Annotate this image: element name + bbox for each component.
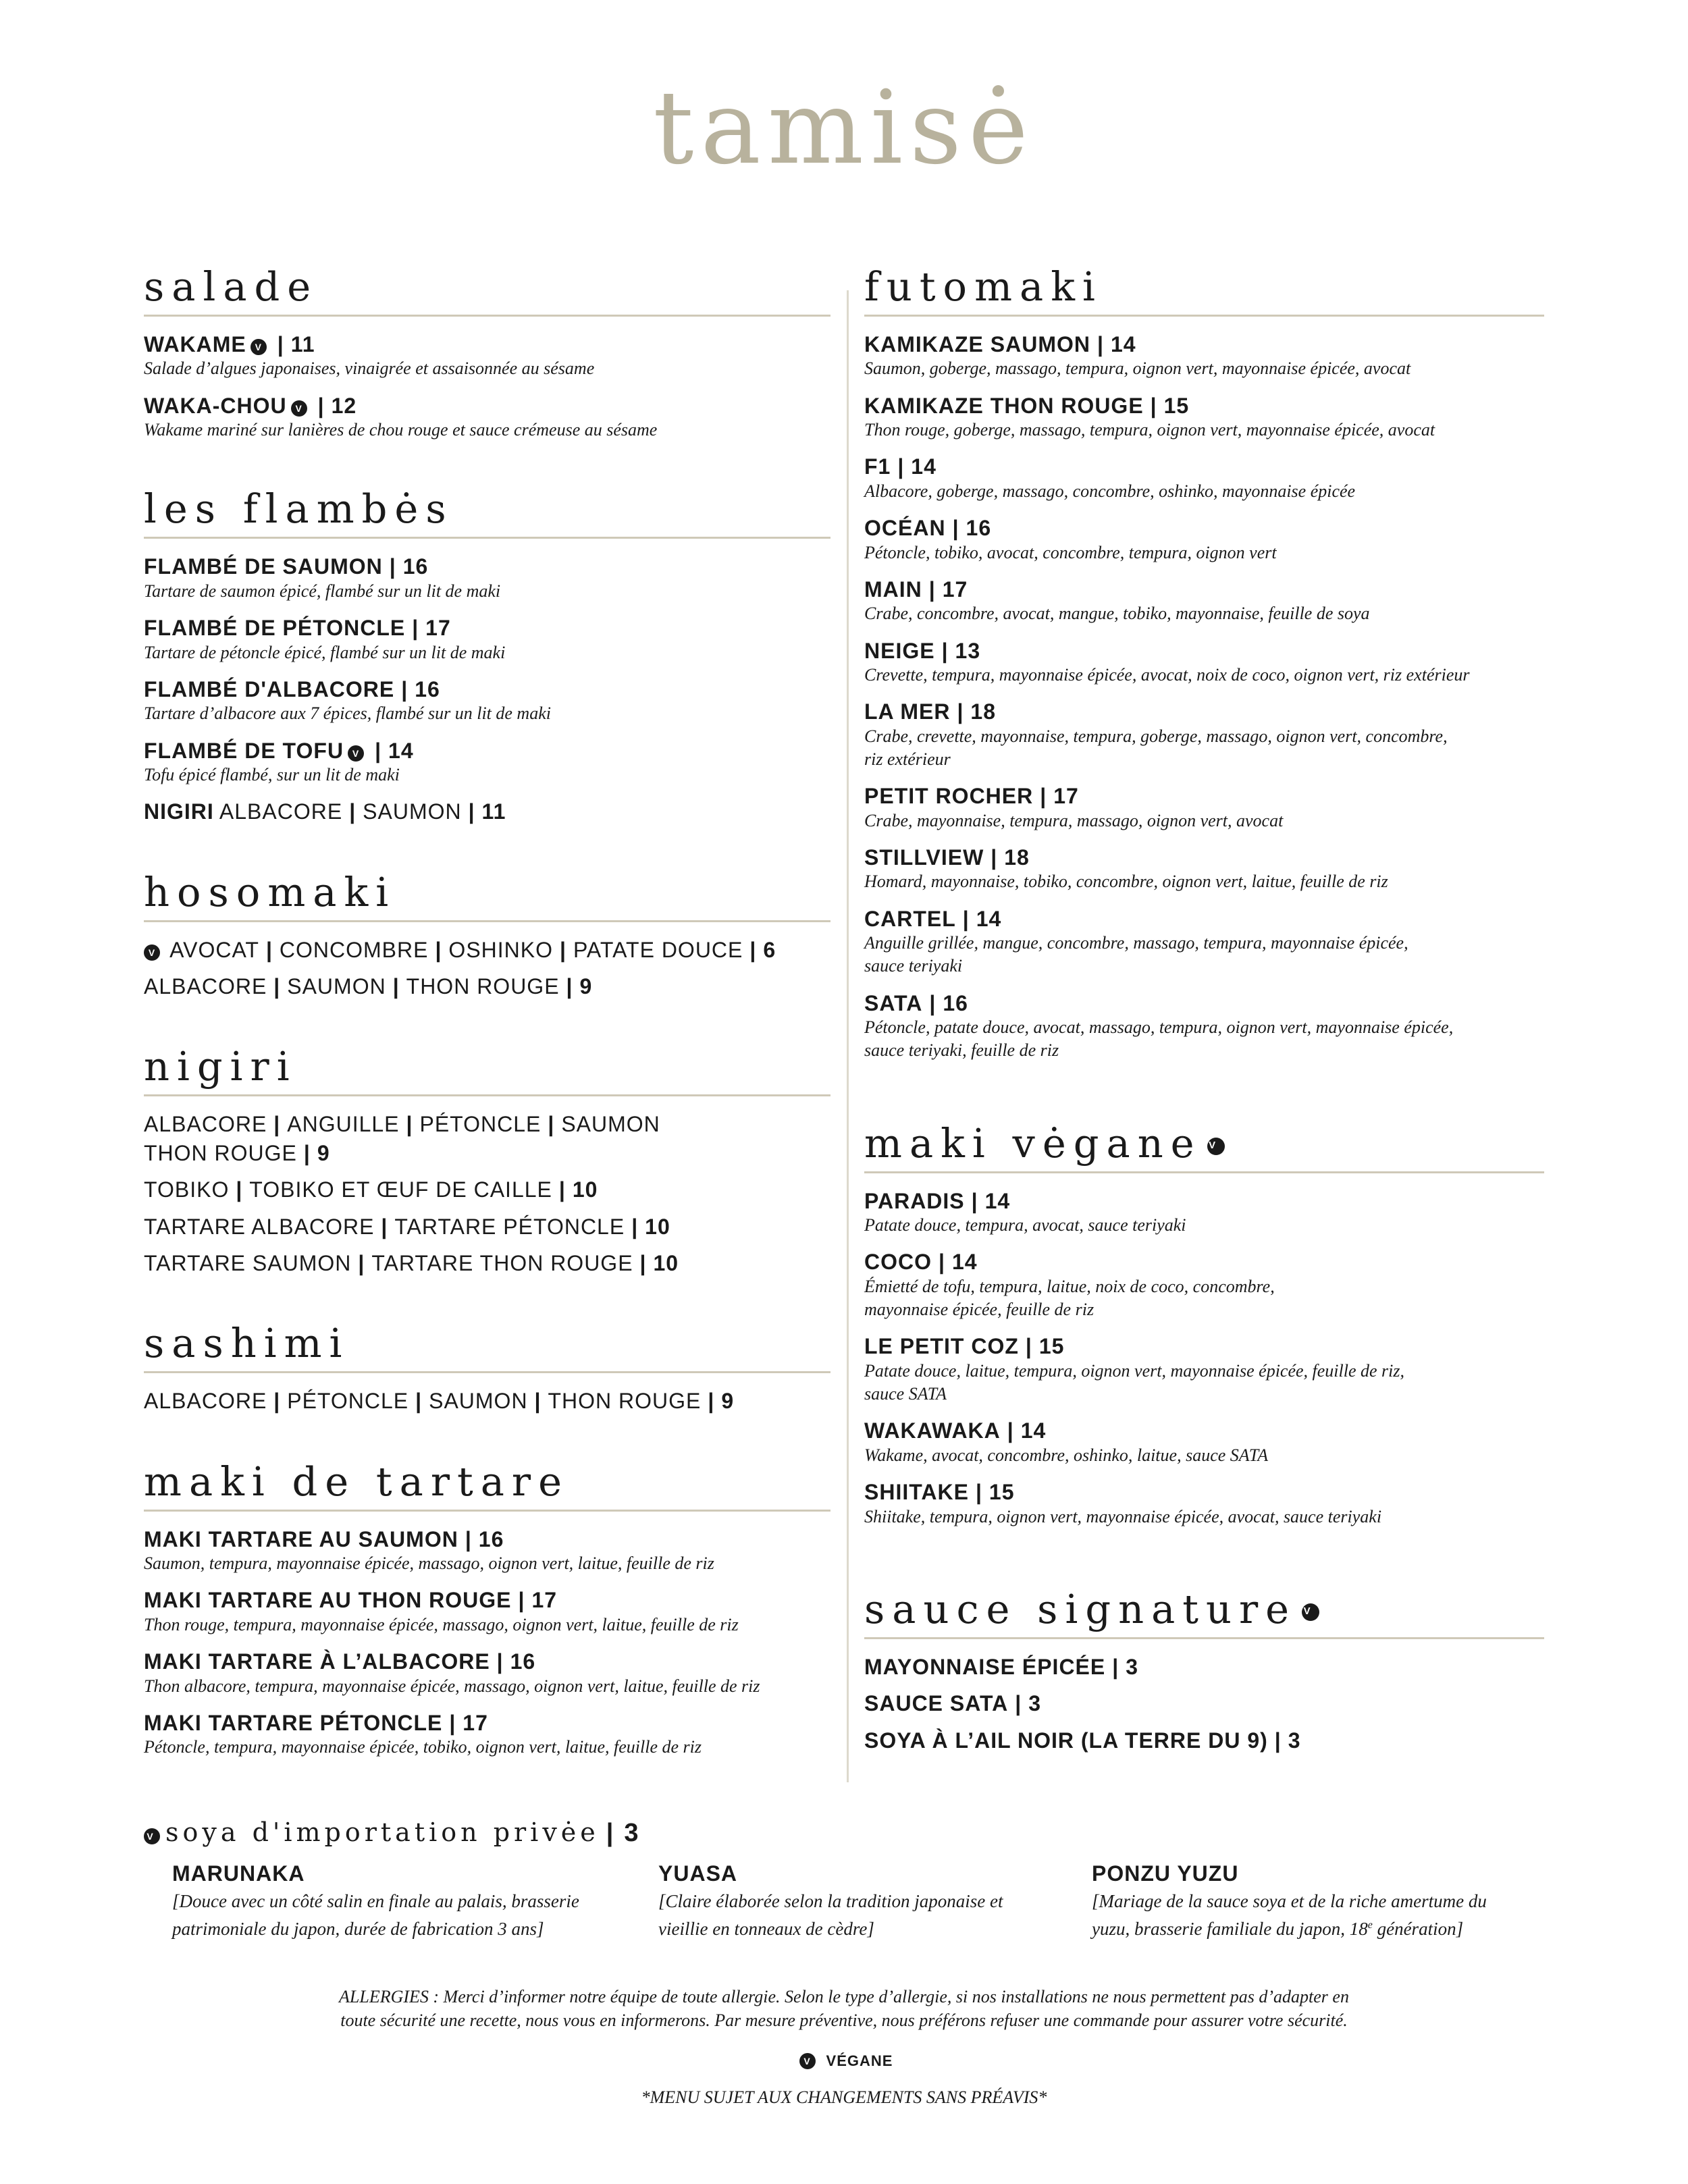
section-sauce-signature [864,1585,1544,1753]
option: OSHINKO [448,937,553,962]
brand-description: patrimoniale du japon, durée de fabrication 3 ans] [172,1918,544,1939]
menu-item: STILLVIEW | 18 Homard, mayonnaise, tobiko, concombre, oignon vert, laitue, feuille de riz [864,845,1544,894]
menu-item: MAIN | 17 Crabe, concombre, avocat, mangue, tobiko, mayonnaise, feuille de soya [864,577,1544,626]
menu-item: COCO | 14 Émietté de tofu, tempura, laitue, noix de coco, concombre, mayonnaise épicée, feuille de riz [864,1249,1544,1321]
vegan-icon: V [144,944,160,961]
section-title [864,1119,1544,1173]
item-price: 17 [942,577,968,602]
option-row: TARTARE ALBACORE | TARTARE PÉTONCLE | 10 [144,1214,670,1239]
option: THON ROUGE [144,1140,297,1165]
item-price: 14 [1110,332,1136,356]
item-price: 17 [531,1588,558,1613]
item-name: SOYA À L’AIL NOIR (LA TERRE DU 9) [864,1728,1268,1753]
section-title [864,1585,1544,1639]
brand-description: yuzu, brasserie familiale du japon, 18e génération] [1092,1918,1464,1939]
item-name: STILLVIEW [864,845,984,870]
item-price: 9 [579,974,593,998]
item-price: 14 [1020,1418,1047,1443]
menu-item: SATA | 16 Pétoncle, patate douce, avocat, massago, tempura, oignon vert, mayonnaise épicée, sauce teriyaki, feuille de riz [864,990,1544,1063]
item-description: Saumon, tempura, mayonnaise épicée, massago, oignon vert, laitue, feuille de riz [144,1553,714,1574]
vegan-icon: V [291,400,307,417]
vegan-icon: V [144,1828,160,1844]
vegan-icon: V [799,2053,816,2069]
option-row: V AVOCAT | CONCOMBRE | OSHINKO | PATATE DOUCE | 6 [144,937,830,963]
legend-label: VÉGANE [826,2052,893,2069]
section-title: hosomaki [144,872,830,922]
option: PÉTONCLE [419,1112,542,1137]
option: TARTARE PÉTONCLE [394,1214,625,1239]
menu-item: MAKI TARTARE À L’ALBACORE | 16 Thon albacore, tempura, mayonnaise épicée, massago, oignon vert, laitue, feuille de riz [144,1649,830,1698]
section-maki-tartare [144,1458,830,1759]
item-name: COCO [864,1250,932,1275]
option: ALBACORE [144,1112,267,1137]
allergy-line: toute sécurité une recette, nous vous en informerons. Par mesure préventive, nous préférons refuser une commande pour assurer votre sécurité. [340,2010,1348,2031]
section-soya-importation [144,1819,1548,1942]
allergy-line: ALLERGIES : Merci d’informer notre équipe de toute allergie. Selon le type d’allergie, si nos installations ne nous permettent pas d’adapter en [339,1987,1349,2006]
brand-name: MARUNAKA [172,1861,305,1886]
item-description: Émietté de tofu, tempura, laitue, noix de coco, concombre, [864,1276,1275,1296]
item-description: Pétoncle, patate douce, avocat, massago, tempura, oignon vert, mayonnaise épicée, [864,1017,1454,1038]
menu-item: MAKI TARTARE PÉTONCLE | 17 Pétoncle, tempura, mayonnaise épicée, tobiko, oignon vert, laitue, feuille de riz [144,1710,830,1759]
item-price: 11 [290,332,315,356]
brand-name: PONZU YUZU [1092,1861,1239,1886]
vegan-icon: V [250,339,267,355]
item-name: KAMIKAZE SAUMON [864,332,1090,356]
soya-brands [144,1861,1548,1942]
item-description: Crabe, crevette, mayonnaise, tempura, goberge, massago, oignon vert, concombre, [864,726,1448,746]
option: TARTARE SAUMON [144,1250,352,1275]
brand-description: vieillie en tonneaux de cèdre] [658,1918,874,1939]
item-name: MAKI TARTARE AU THON ROUGE [144,1588,512,1613]
item-price: 14 [911,454,937,479]
menu-item: KAMIKAZE THON ROUGE | 15 Thon rouge, goberge, massago, tempura, oignon vert, mayonnaise épicée, avocat [864,393,1544,442]
section-sashimi [144,1320,830,1414]
item-price: 9 [721,1389,735,1414]
section-maki-vegane [864,1119,1544,1528]
item-name: SATA [864,990,923,1015]
section-hosomaki [144,868,830,1000]
item-name: MAKI TARTARE AU SAUMON [144,1526,458,1551]
item-name: PETIT ROCHER [864,784,1034,809]
vegan-legend [0,2052,1688,2070]
menu-item: KAMIKAZE SAUMON | 14 Saumon, goberge, massago, tempura, oignon vert, mayonnaise épicée, avocat [864,331,1544,381]
menu-item: WAKAME V | 11 Salade d’algues japonaises, vinaigrée et assaisonnée au sésame [144,331,830,381]
menu-disclaimer: *MENU SUJET AUX CHANGEMENTS SANS PRÉAVIS* [641,2087,1047,2107]
section-title-text: soya d'importation privėe [165,1817,600,1847]
option-row: THON ROUGE | 9 [144,1140,330,1165]
restaurant-logo: tamisė [653,70,1035,187]
menu-item: PARADIS | 14 Patate douce, tempura, avocat, sauce teriyaki [864,1188,1544,1237]
item-name: FLAMBÉ D'ALBACORE [144,676,395,701]
option: THON ROUGE [548,1389,702,1414]
allergy-notice [0,1985,1688,2032]
option-row: TARTARE SAUMON | TARTARE THON ROUGE | 10 [144,1250,679,1275]
option: PATATE DOUCE [573,937,743,962]
item-description: sauce teriyaki [864,956,963,976]
item-price: 18 [1004,845,1030,870]
section-title-text: maki vėgane [864,1119,1202,1167]
item-price: 6 [763,937,776,962]
brand-description: [Claire élaborée selon la tradition japonaise et [658,1891,1003,1912]
item-description: Tartare d’albacore aux 7 épices, flambé sur un lit de maki [144,703,551,724]
item-price: 16 [943,990,968,1015]
option: TARTARE ALBACORE [144,1214,375,1239]
option: SAUMON [561,1112,660,1137]
menu-item: NEIGE | 13 Crevette, tempura, mayonnaise épicée, avocat, noix de coco, oignon vert, riz extérieur [864,638,1544,687]
option: PÉTONCLE [287,1389,409,1414]
item-price: 3 [1288,1728,1301,1753]
item-name: MAYONNAISE ÉPICÉE [864,1654,1106,1679]
item-price: 15 [988,1480,1015,1505]
menu-item: WAKAWAKA | 14 Wakame, avocat, concombre, oshinko, laitue, sauce SATA [864,1418,1544,1467]
option: SAUMON [429,1389,528,1414]
menu-item: F1 | 14 Albacore, goberge, massago, concombre, oshinko, mayonnaise épicée [864,454,1544,503]
menu-item: LA MER | 18 Crabe, crevette, mayonnaise, tempura, goberge, massago, oignon vert, concombre, riz extérieur [864,699,1544,771]
item-name: KAMIKAZE THON ROUGE [864,393,1144,418]
item-name: WAKAWAKA [864,1418,1001,1443]
section-title-text: sauce signature [864,1585,1297,1632]
item-description: Pétoncle, tempura, mayonnaise épicée, tobiko, oignon vert, laitue, feuille de riz [144,1737,702,1757]
item-price: 15 [1038,1334,1065,1359]
soya-brand [1092,1861,1524,1941]
brand-name: YUASA [658,1861,738,1886]
item-name: MAKI TARTARE À L’ALBACORE [144,1649,490,1674]
item-description: Crabe, concombre, avocat, mangue, tobiko, mayonnaise, feuille de soya [864,604,1370,624]
menu-item: MAKI TARTARE AU SAUMON | 16 Saumon, tempura, mayonnaise épicée, massago, oignon vert, laitue, feuille de riz [144,1526,830,1576]
menu-item: CARTEL | 14 Anguille grillée, mangue, concombre, massago, tempura, mayonnaise épicée, sauce teriyaki [864,906,1544,978]
item-description: Albacore, goberge, massago, concombre, oshinko, mayonnaise épicée [864,481,1356,501]
option: TARTARE THON ROUGE [371,1250,633,1275]
item-name: SHIITAKE [864,1480,969,1505]
item-description: Thon albacore, tempura, mayonnaise épicée, massago, oignon vert, laitue, feuille de riz [144,1676,760,1696]
item-price: 14 [976,906,1002,931]
item-price: 18 [970,699,997,724]
item-price: 14 [984,1188,1011,1213]
section-title: nigiri [144,1046,830,1096]
item-description: Thon rouge, tempura, mayonnaise épicée, massago, oignon vert, laitue, feuille de riz [144,1614,739,1634]
item-price: 3 [624,1819,643,1847]
item-price: 15 [1163,393,1190,418]
section-title: salade [144,267,830,317]
option: ALBACORE [144,974,267,998]
item-description: riz extérieur [864,749,951,769]
menu-right-column [864,263,1544,1801]
item-price: 16 [966,516,992,541]
option: TOBIKO [144,1177,230,1202]
item-price: 14 [388,738,414,763]
section-salade [144,263,830,442]
option: SAUMON [287,974,386,998]
item-name: NIGIRI [144,799,214,824]
item-price: 14 [951,1250,978,1275]
item-price: 16 [510,1649,536,1674]
item-description: Tofu épicé flambé, sur un lit de maki [144,764,400,784]
brand-description: [Douce avec un côté salin en finale au palais, brasserie [172,1891,579,1912]
section-futomaki [864,263,1544,1063]
menu-item: PETIT ROCHER | 17 Crabe, mayonnaise, tempura, massago, oignon vert, avocat [864,783,1544,832]
item-description: Patate douce, tempura, avocat, sauce teriyaki [864,1215,1186,1235]
menu-left-column [144,263,830,1807]
option: THON ROUGE [406,974,560,998]
item-name: WAKAME [144,332,246,356]
section-flambes [144,485,830,824]
item-description: Crevette, tempura, mayonnaise épicée, avocat, noix de coco, oignon vert, riz extérieur [864,664,1470,685]
item-price: 3 [1126,1654,1138,1679]
item-name: WAKA-CHOU [144,393,287,418]
item-price: 16 [415,676,440,701]
option-row: ALBACORE | PÉTONCLE | SAUMON | THON ROUGE | 9 [144,1389,735,1414]
item-name: LE PETIT COZ [864,1334,1019,1359]
menu-item: SAUCE SATA | 3 [864,1691,1042,1716]
option: TOBIKO ET ŒUF DE CAILLE [249,1177,552,1202]
section-nigiri [144,1043,830,1276]
menu-item: WAKA-CHOU V | 12 Wakame mariné sur lanières de chou rouge et sauce crémeuse au sésame [144,393,830,442]
item-price: 10 [645,1214,670,1239]
menu-item: OCÉAN | 16 Pétoncle, tobiko, avocat, concombre, tempura, oignon vert [864,515,1544,564]
item-price: 17 [1053,784,1079,809]
vegan-icon: V [348,745,364,762]
item-name: FLAMBÉ DE TOFU [144,738,344,763]
section-title: maki de tartare [144,1462,830,1512]
item-price: 13 [955,638,981,663]
item-price: 16 [478,1526,504,1551]
item-name: SAUCE SATA [864,1691,1009,1716]
nigiri-line: NIGIRI ALBACORE | SAUMON | 11 [144,799,506,824]
option: AVOCAT [169,937,259,962]
column-divider [847,290,849,1782]
item-description: Crabe, mayonnaise, tempura, massago, oignon vert, avocat [864,810,1284,830]
soya-brand [172,1861,604,1941]
section-title: V soya d'importation privėe | 3 [144,1819,1548,1846]
item-name: FLAMBÉ DE SAUMON [144,554,383,579]
item-price: 10 [572,1177,598,1202]
item-description: Thon rouge, goberge, massago, tempura, oignon vert, mayonnaise épicée, avocat [864,420,1435,440]
item-price: 12 [331,393,357,418]
item-description: Shiitake, tempura, oignon vert, mayonnaise épicée, avocat, sauce teriyaki [864,1506,1382,1526]
item-price: 9 [317,1140,330,1165]
menu-item: MAYONNAISE ÉPICÉE | 3 [864,1654,1138,1679]
item-description: Wakame, avocat, concombre, oshinko, laitue, sauce SATA [864,1445,1269,1465]
item-description: Pétoncle, tobiko, avocat, concombre, tempura, oignon vert [864,542,1277,562]
option: ALBACORE [144,1389,267,1414]
menu-item: FLAMBÉ DE TOFU V | 14 Tofu épicé flambé, sur un lit de maki [144,738,830,787]
item-name: CARTEL [864,906,956,931]
vegan-icon: V [1207,1138,1225,1155]
item-price: 3 [1028,1691,1042,1716]
brand-description: [Mariage de la sauce soya et de la riche amertume du [1092,1891,1487,1912]
item-description: Salade d’algues japonaises, vinaigrée et assaisonnée au sésame [144,358,595,379]
item-description: Saumon, goberge, massago, tempura, oignon vert, mayonnaise épicée, avocat [864,358,1411,379]
item-description: Tartare de pétoncle épicé, flambé sur un lit de maki [144,642,506,662]
item-description: Wakame mariné sur lanières de chou rouge et sauce crémeuse au sésame [144,420,658,440]
menu-item: FLAMBÉ DE SAUMON | 16 Tartare de saumon épicé, flambé sur un lit de maki [144,554,830,603]
menu-item: SHIITAKE | 15 Shiitake, tempura, oignon vert, mayonnaise épicée, avocat, sauce teriyaki [864,1479,1544,1528]
item-price: 16 [402,554,429,579]
menu-item: FLAMBÉ DE PÉTONCLE | 17 Tartare de pétoncle épicé, flambé sur un lit de maki [144,615,830,664]
section-title: sashimi [144,1323,830,1373]
section-title: les flambės [144,489,830,539]
item-description: Anguille grillée, mangue, concombre, massago, tempura, mayonnaise épicée, [864,933,1408,953]
menu-item: SOYA À L’AIL NOIR (LA TERRE DU 9) | 3 [864,1728,1301,1753]
item-name: LA MER [864,699,951,724]
item-description: Tartare de saumon épicé, flambé sur un lit de maki [144,581,501,601]
item-name: NEIGE [864,638,935,663]
menu-item: MAKI TARTARE AU THON ROUGE | 17 Thon rouge, tempura, mayonnaise épicée, massago, oignon vert, laitue, feuille de riz [144,1587,830,1636]
item-description: Patate douce, laitue, tempura, oignon vert, mayonnaise épicée, feuille de riz, [864,1360,1405,1381]
item-description: sauce teriyaki, feuille de riz [864,1040,1059,1061]
option-row: ALBACORE | ANGUILLE | PÉTONCLE | SAUMON [144,1112,660,1137]
menu-item: FLAMBÉ D'ALBACORE | 16 Tartare d’albacore aux 7 épices, flambé sur un lit de maki [144,676,830,726]
item-price: 17 [425,616,451,641]
option-row: ALBACORE | SAUMON | THON ROUGE | 9 [144,974,593,998]
item-price: 17 [463,1710,488,1735]
item-price: 11 [481,799,506,824]
soya-brand [658,1861,1090,1941]
item-price: 10 [653,1250,679,1275]
item-name: PARADIS [864,1188,965,1213]
item-name: MAKI TARTARE PÉTONCLE [144,1710,443,1735]
menu-item: LE PETIT COZ | 15 Patate douce, laitue, tempura, oignon vert, mayonnaise épicée, feuille de riz, sauce SATA [864,1333,1544,1406]
section-title: futomaki [864,267,1544,317]
item-name: OCÉAN [864,516,946,541]
option: ALBACORE [219,799,343,824]
item-name: FLAMBÉ DE PÉTONCLE [144,616,406,641]
item-name: F1 [864,454,891,479]
item-description: sauce SATA [864,1384,947,1404]
vegan-icon: V [1302,1603,1319,1621]
item-name: MAIN [864,577,922,602]
item-description: Homard, mayonnaise, tobiko, concombre, oignon vert, laitue, feuille de riz [864,872,1388,892]
option: ANGUILLE [287,1112,400,1137]
option: CONCOMBRE [279,937,429,962]
option-row: TOBIKO | TOBIKO ET ŒUF DE CAILLE | 10 [144,1177,598,1202]
option: SAUMON [363,799,462,824]
item-description: mayonnaise épicée, feuille de riz [864,1300,1094,1320]
